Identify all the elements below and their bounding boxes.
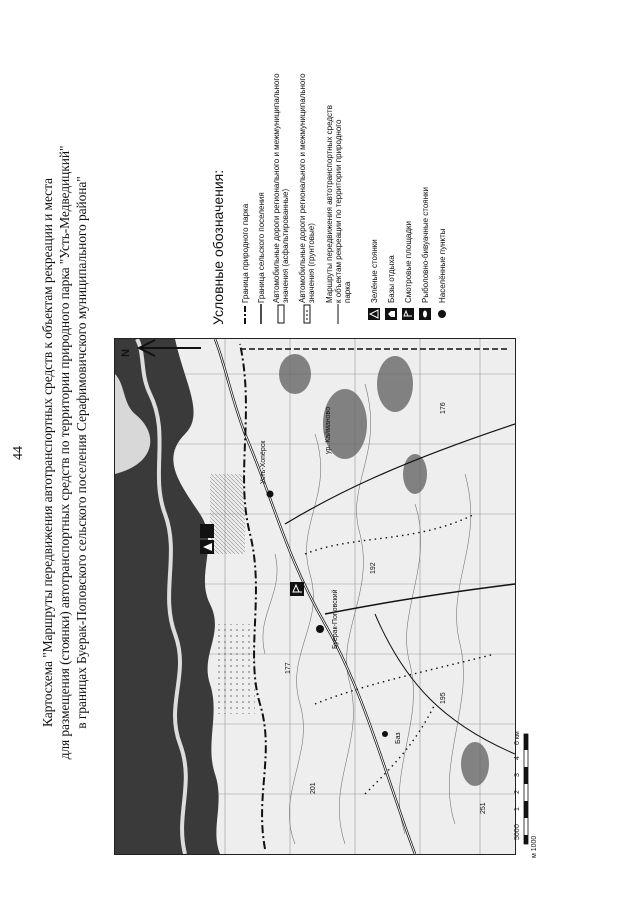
map-label-hill5: 176 [440,402,447,414]
legend-item: Базы отдыха [384,255,398,325]
map-label-place2: ур. Кайманово [325,406,332,454]
topographic-map[interactable] [114,338,516,855]
title-line-3: в границах Буерак-Поповского сельского поселения Серафимовичского муниципального района" [74,176,89,729]
fish-icon [418,303,432,325]
scale-tick: 3 [514,773,521,777]
legend-item: Зелёные стоянки [367,239,381,325]
tent-icon [367,303,381,325]
scale-tick: 0 [514,824,521,828]
north-arrow-icon [135,336,205,360]
scale-tick: 1 [514,807,521,811]
map-label-hill1: 177 [285,662,292,674]
dash-dot-line-icon [238,303,252,325]
legend-item: Автомобильные дороги регионального и межмуниципального значения (грунтовые) [296,58,318,325]
map-label-place1: Баз [395,732,402,744]
legend-item: Автомобильные дороги регионального и межмуниципального значения (асфальтированные) [270,58,292,325]
page-number: 44 [11,446,26,460]
scale-unit: м 1000 [531,835,538,858]
map-label-hill4: 195 [440,692,447,704]
scale-tick: 2 [514,790,521,794]
thin-line-route-icon [331,303,345,325]
legend-item: Граница сельского поселения [254,192,268,325]
map-label-hill2: 201 [310,782,317,794]
scale-tick: 4 [514,756,521,760]
double-line-road-icon [274,303,288,325]
legend-title: Условные обозначения: [210,169,226,325]
scale-tick: 6 км [514,731,521,745]
legend-item: Граница природного парка [238,204,252,325]
solid-line-icon [254,303,268,325]
scale-tick: 500 [514,828,521,840]
scale-bar [514,728,545,858]
map-label-town1: Буерак-Поповский [332,589,339,649]
map-label-town2: Усть-Хопёрск [260,440,267,484]
map-label-hill6: 251 [480,802,487,814]
legend-item: Рыболовно-бивуачные стоянки [418,187,432,325]
map-svg [115,339,515,854]
title-line-1: Картосхема "Маршруты передвижения автотранспортных средств к объектам рекреации и места [40,178,55,727]
legend-item: Маршруты передвижения автотранспортных средств к объектам рекреации по территории природного парка [323,103,353,325]
title-line-2: для размещения (стоянки) автотранспортных средств по территории природного парка "Усть-Медведицкий" [57,145,72,760]
north-label: N [120,349,132,357]
flag-icon [401,303,415,325]
house-icon [384,303,398,325]
legend-item: Смотровые площадки [401,221,415,325]
map-label-hill3: 192 [370,562,377,574]
legend-item: Населённые пункты [435,228,449,325]
double-line-road-dirt-icon [300,303,314,325]
dot-icon [435,303,449,325]
